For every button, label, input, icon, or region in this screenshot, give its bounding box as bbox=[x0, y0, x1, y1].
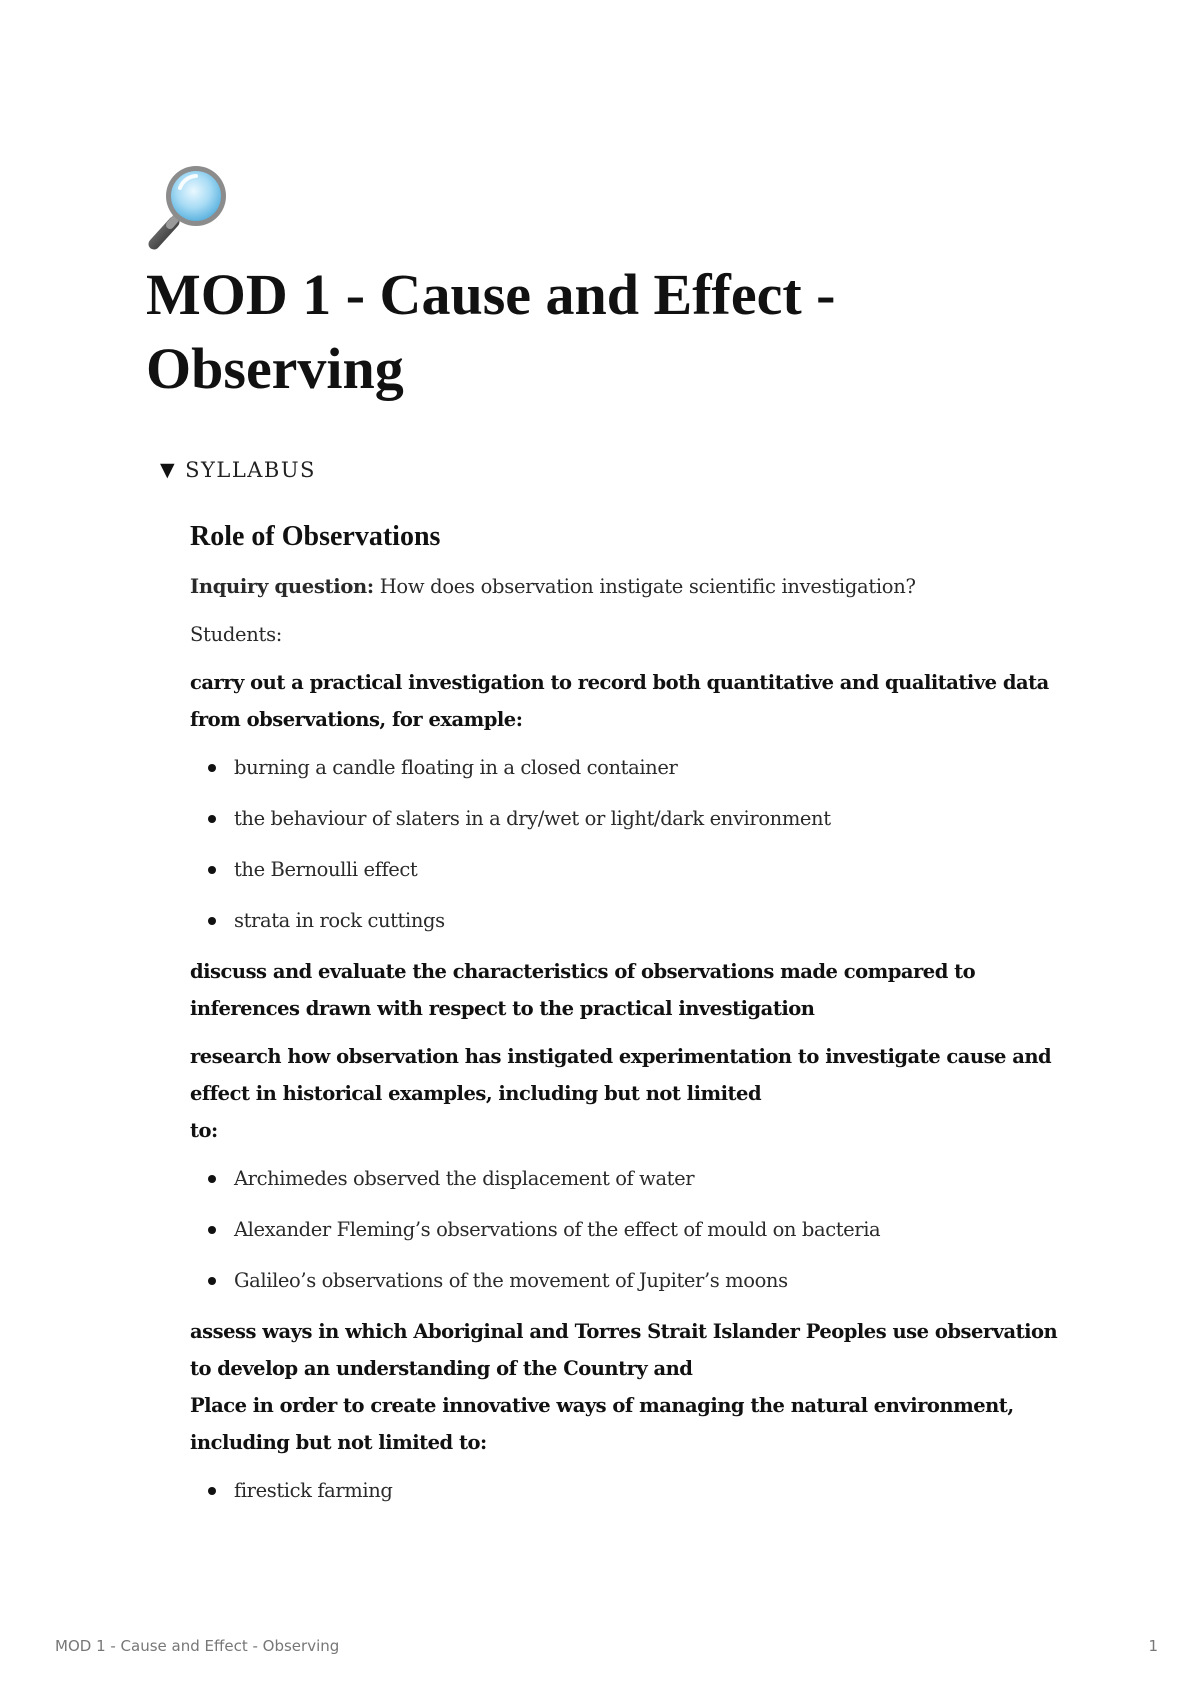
outcome-point: discuss and evaluate the characteristics of observations made compared to inferences drawn with respect to the practical investigation bbox=[190, 960, 976, 1020]
list-item: Galileo’s observations of the movement of Jupiter’s moons bbox=[206, 1262, 1070, 1299]
students-label: Students: bbox=[190, 623, 283, 646]
outcome-line: to: bbox=[190, 1119, 218, 1142]
outcome-point bbox=[190, 1038, 1070, 1149]
inquiry-question bbox=[190, 568, 1070, 605]
syllabus-content bbox=[190, 518, 1070, 1523]
list-item: strata in rock cuttings bbox=[206, 902, 1070, 939]
list-item: the Bernoulli effect bbox=[206, 851, 1070, 888]
triangle-down-icon[interactable]: ▼ bbox=[160, 459, 177, 481]
page-number: 1 bbox=[1148, 1637, 1158, 1655]
list-item: Alexander Fleming’s observations of the effect of mould on bacteria bbox=[206, 1211, 1070, 1248]
inquiry-text: How does observation instigate scientific investigation? bbox=[373, 575, 916, 598]
outcome-line: research how observation has instigated experimentation to investigate cause and effect in historical examples, including but not limited bbox=[190, 1045, 1052, 1105]
footer-title: MOD 1 - Cause and Effect - Observing bbox=[55, 1637, 340, 1655]
list-item: firestick farming bbox=[206, 1472, 1070, 1509]
example-list bbox=[190, 749, 1070, 939]
inquiry-label: Inquiry question: bbox=[190, 575, 374, 598]
syllabus-toggle[interactable] bbox=[160, 458, 316, 482]
list-item: burning a candle floating in a closed container bbox=[206, 749, 1070, 786]
list-item: the behaviour of slaters in a dry/wet or light/dark environment bbox=[206, 800, 1070, 837]
outcome-line: Place in order to create innovative ways of managing the natural environment, including but not limited to: bbox=[190, 1394, 1014, 1454]
outcome-point: carry out a practical investigation to record both quantitative and qualitative data from observations, for example: bbox=[190, 671, 1049, 731]
section-heading: Role of Observations bbox=[190, 521, 441, 552]
outcome-line: assess ways in which Aboriginal and Torres Strait Islander Peoples use observation to develop an understanding of the Country and bbox=[190, 1320, 1058, 1380]
toggle-label: SYLLABUS bbox=[185, 458, 316, 482]
example-list bbox=[190, 1472, 1070, 1509]
outcome-point bbox=[190, 1313, 1070, 1461]
page-title: MOD 1 - Cause and Effect - Observing bbox=[146, 262, 836, 401]
list-item: Archimedes observed the displacement of water bbox=[206, 1160, 1070, 1197]
magnifying-glass-icon bbox=[146, 160, 236, 250]
example-list bbox=[190, 1160, 1070, 1299]
